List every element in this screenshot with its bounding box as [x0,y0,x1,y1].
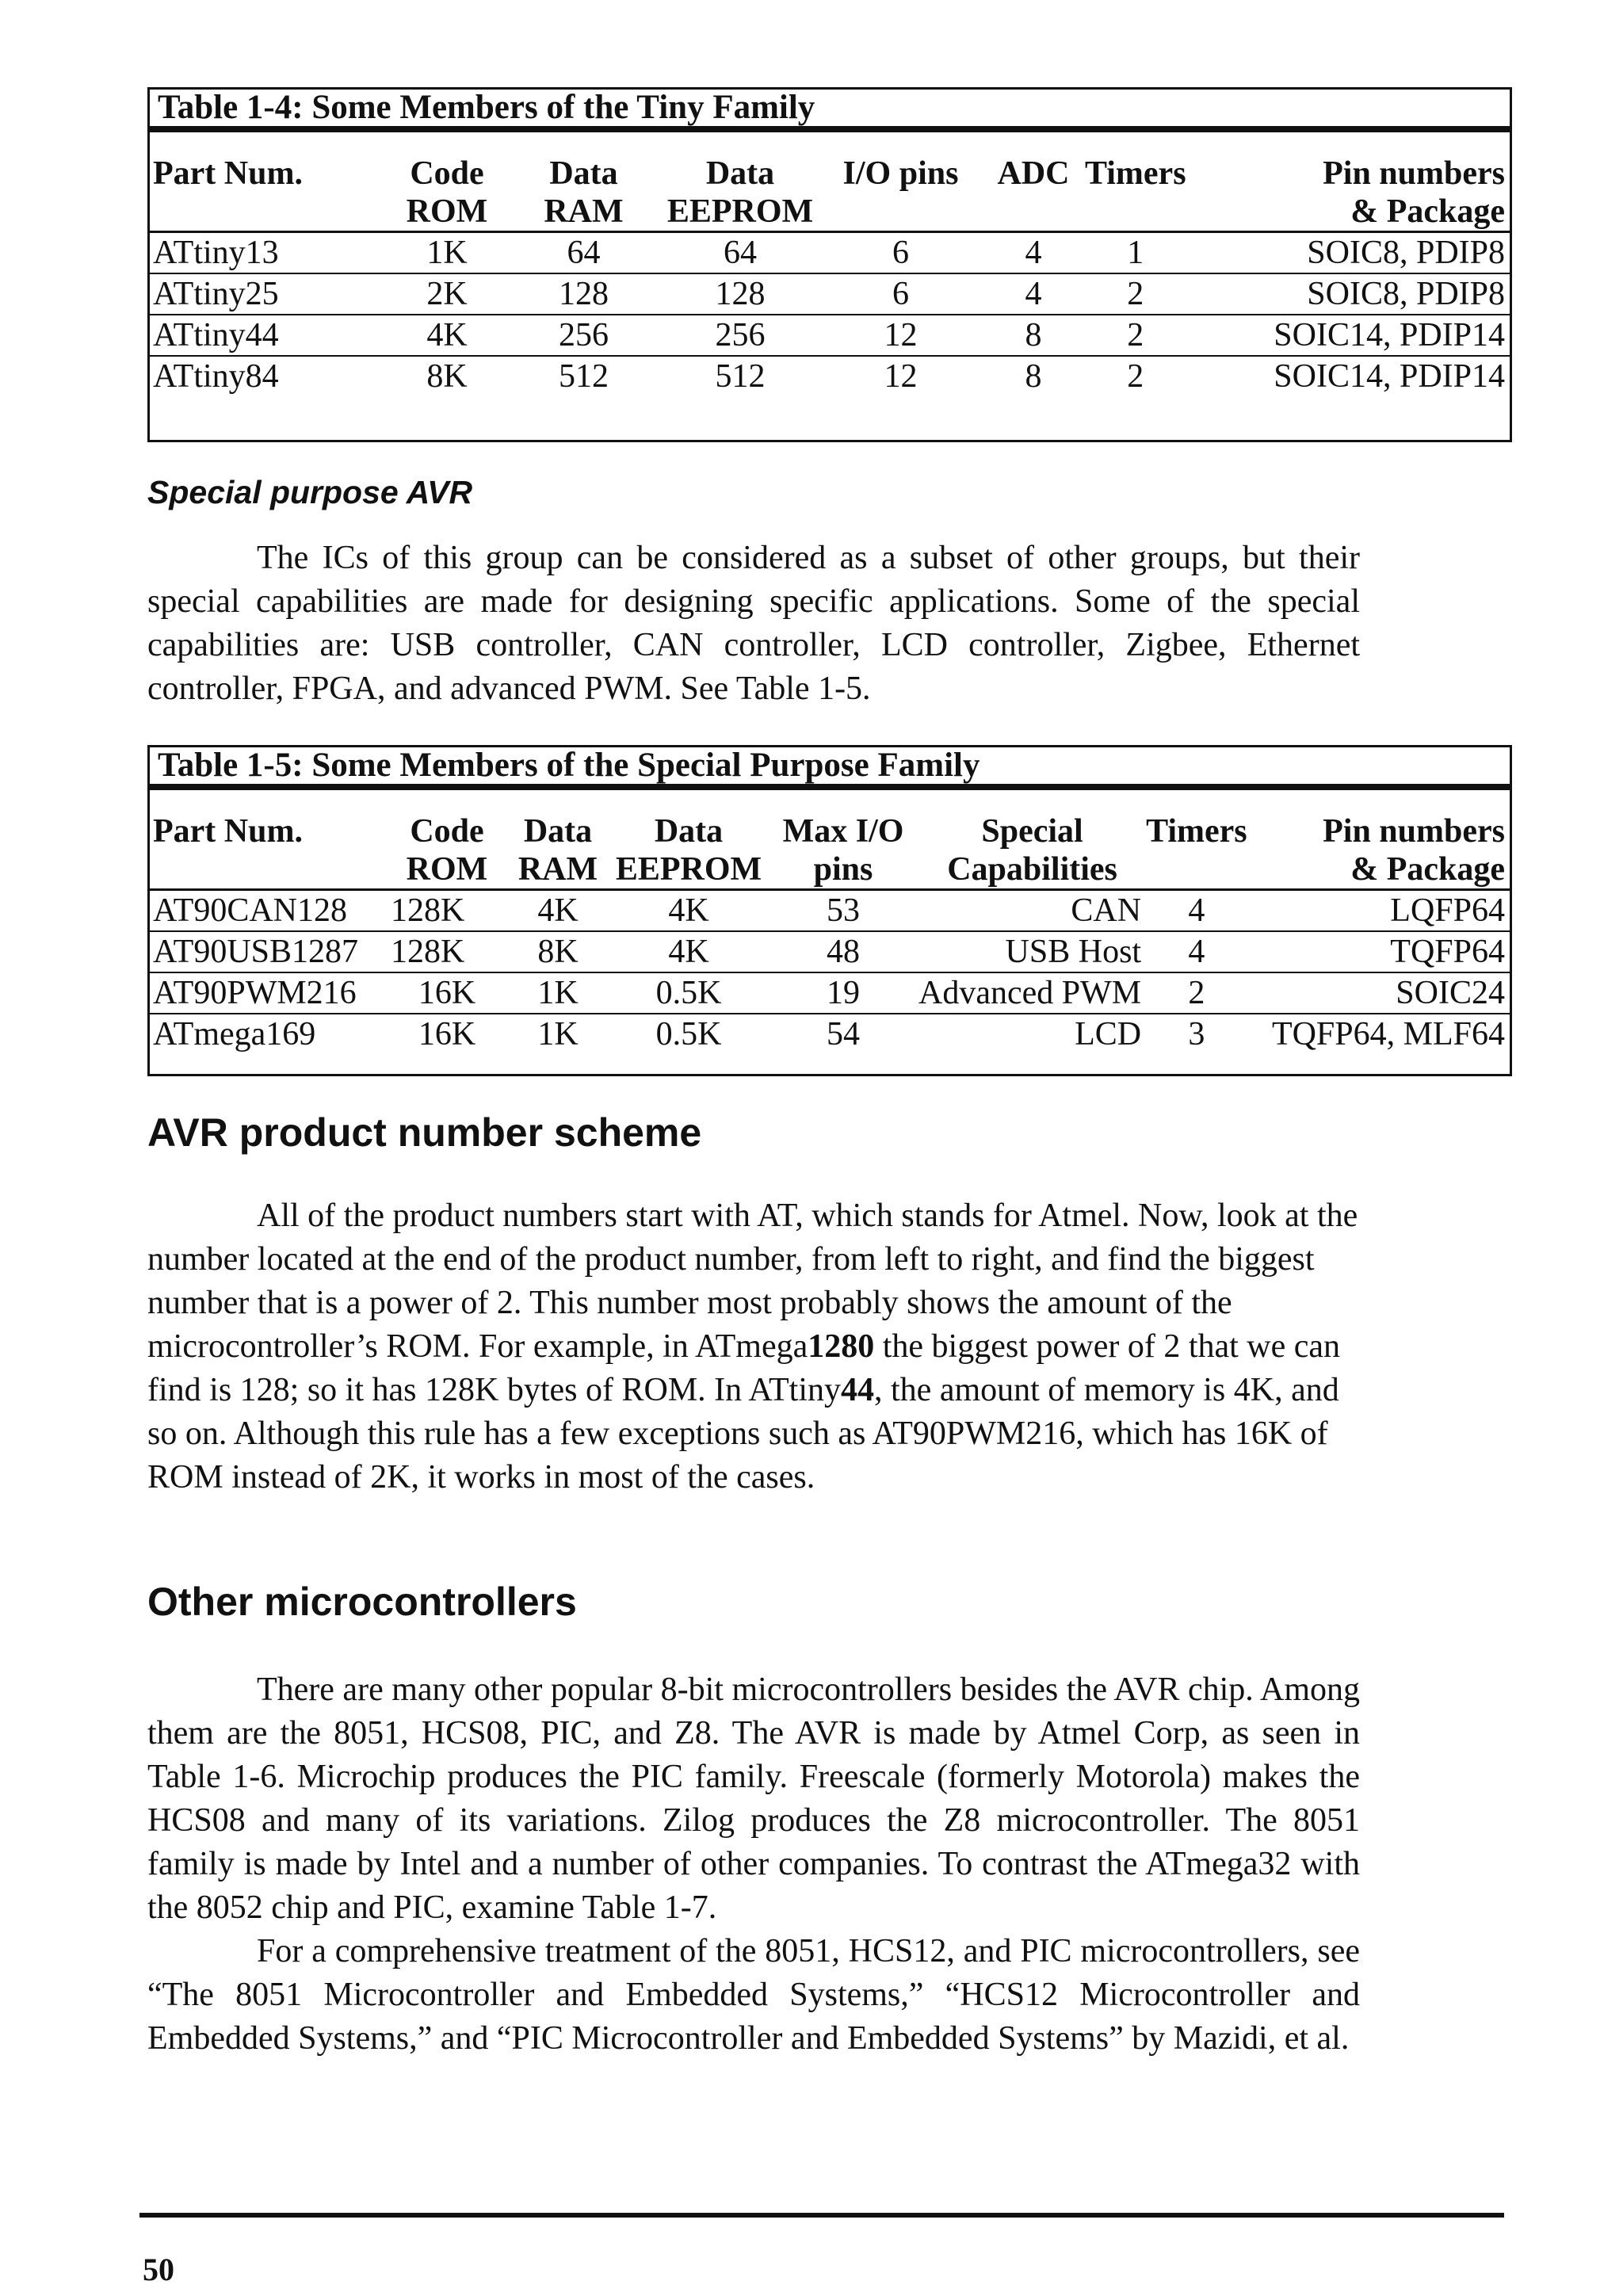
table-row [150,972,1510,1014]
col-header: RAM [506,850,609,890]
col-header: & Package [1186,193,1510,232]
table-cell: AT90USB1287 [150,931,388,972]
table-cell: AT90CAN128 [150,890,388,932]
table-cell: ATtiny25 [150,273,388,315]
table-cell: 128K [388,931,506,972]
table-cell: USB Host [918,931,1146,972]
table-row [150,356,1510,396]
table-cell: SOIC14, PDIP14 [1274,358,1505,395]
col-header: ROM [388,850,506,890]
table-cell: 256 [661,315,819,356]
table-cell: 128 [661,273,819,315]
table-cell: 6 [819,232,982,274]
col-header: Timers [1146,813,1247,850]
avr-scheme-paragraph [147,1194,1360,1499]
table-cell: 4 [982,232,1085,274]
subsection-heading: Special purpose AVR [147,474,473,510]
col-header: Timers [1085,155,1186,192]
tiny-family-table [150,155,1510,396]
table-cell: 1K [537,1016,579,1052]
table-cell: SOIC14, PDIP14 [1186,315,1510,356]
table-cell: 0.5K [655,1016,722,1052]
table-cell: 19 [768,972,918,1014]
table-row [150,931,1510,972]
paragraph-text: There are many other popular 8-bit microcontrollers besides the AVR chip. Among them are the 8051, HCS08, PIC, and Z8. The AVR is made by Atmel Corp, as seen in Table 1-6. Microchip produces the PIC family. Freescale (formerly Motorola) makes the HCS08 and many of its variations. Zilog produces the Z8 microcontroller. The 8051 family is made by Intel and a number of other companies. To contrast the ATmega32 with the 8052 chip and PIC, examine Table 1-7. [147,1671,1360,1926]
col-header: Data [523,813,593,850]
table-cell: TQFP64, MLF64 [1271,1016,1505,1052]
table-cell: 8K [426,358,468,395]
table-cell: 12 [819,315,982,356]
table-cell: SOIC8, PDIP8 [1186,232,1510,274]
col-header: I/O pins [842,155,959,192]
table-row [150,1014,1510,1054]
table-cell: 48 [768,931,918,972]
table-cell: ATtiny44 [150,315,388,356]
col-header: Pin numbers [1323,155,1505,192]
table-cell: SOIC24 [1247,972,1510,1014]
text-run: All of the product numbers start with AT, which stands for Atmel. Now, look at the number located at the end of the product number, from left to right, and find the biggest number that is a power of 2. This number most probably shows the amount of the microcontroller’s ROM. For example, in ATmega [147,1198,1358,1365]
bold-digits: 44 [841,1372,875,1408]
col-header: ADC [997,155,1070,192]
text-run: , the amount of memory is 4K, and so on. Although this rule has a few exceptions such as AT90PWM216, which has 16K of ROM instead of 2K, it works in most of the cases. [147,1372,1339,1496]
table-row [150,890,1510,932]
col-header: RAM [506,193,661,232]
section-heading-other-mcus: Other microcontrollers [147,1580,577,1624]
table-cell: 16K [388,972,506,1014]
table-row [150,273,1510,315]
col-header [819,193,982,232]
col-header: EEPROM [661,193,819,232]
table-cell: 12 [884,358,918,395]
table-caption [150,90,1510,132]
table-cell: LQFP64 [1247,890,1510,932]
table-cell: CAN [918,890,1146,932]
footer-rule [139,2213,1504,2218]
col-header [150,850,388,890]
special-purpose-table [150,812,1510,1054]
col-header: Capabilities [918,850,1146,890]
table-cell: 2 [1085,315,1186,356]
col-header [150,193,388,232]
table-cell: 1 [1085,232,1186,274]
table-cell: AT90PWM216 [150,972,388,1014]
col-header: Part Num. [153,813,303,850]
table-cell: SOIC8, PDIP8 [1186,273,1510,315]
table-cell: 2 [1146,972,1247,1014]
table-cell: 8K [506,931,609,972]
table-cell: 16K [418,1016,476,1052]
table-caption [150,747,1510,790]
col-header: Data [705,155,775,192]
table-cell: ATtiny13 [150,232,388,274]
table-cell: 2 [1085,273,1186,315]
table-cell: 8 [1025,358,1042,395]
table-cell: 4K [609,931,768,972]
section-heading-avr-scheme: AVR product number scheme [147,1110,702,1155]
special-purpose-paragraph [147,537,1360,711]
table-cell: 4 [1146,931,1247,972]
paragraph-text [147,1194,1360,1499]
page-number: 50 [143,2252,174,2287]
table-cell: TQFP64 [1247,931,1510,972]
bold-digits: 1280 [808,1328,875,1365]
paragraph-text: The ICs of this group can be considered as a subset of other groups, but their special capabilities are made for designing specific applications. Some of the special capabilities are: USB controller, CAN controller, LCD controller, Zigbee, Ethernet controller, FPGA, and advanced PWM. See Table 1-5. [147,540,1360,707]
col-header [1146,850,1247,890]
table-cell: 512 [559,358,609,395]
table-cell: 1K [388,232,506,274]
table-cell: 1K [506,972,609,1014]
col-header: pins [768,850,918,890]
table-cell: 128 [506,273,661,315]
table-cell: 64 [661,232,819,274]
table-row [150,232,1510,274]
col-header: EEPROM [609,850,768,890]
col-header: Code [410,155,484,192]
table-special-purpose-family [147,745,1512,1076]
table-cell: 8 [982,315,1085,356]
table-cell: 4 [982,273,1085,315]
table-cell: 6 [819,273,982,315]
paragraph-text: For a comprehensive treatment of the 8051, HCS12, and PIC microcontrollers, see “The 8051 Microcontroller and Embedded Systems,” “HCS12 Microcontroller and Embedded Systems,” and “PIC Microcontroller and Embedded Systems” by Mazidi, et al. [147,1933,1360,2057]
col-header: ROM [388,193,506,232]
col-header [982,193,1085,232]
table-cell: 53 [768,890,918,932]
table-cell: 54 [827,1016,860,1052]
table-cell: 512 [715,358,766,395]
table-cell: LCD [1075,1016,1142,1052]
table-cell: 2 [1127,358,1144,395]
text-run: the biggest power of 2 that we can find is 128; so it has 128K bytes of ROM. In ATtiny [147,1328,1341,1408]
table-cell: ATtiny84 [153,358,279,395]
table-cell: 3 [1188,1016,1205,1052]
col-header: Pin numbers [1323,813,1505,850]
table-cell: 4K [388,315,506,356]
col-header: Data [549,155,618,192]
table-cell: 256 [506,315,661,356]
col-header: Data [654,813,724,850]
col-header: Code [410,813,484,850]
col-header: Special [981,813,1083,850]
table-cell: 128K [388,890,506,932]
col-header: Part Num. [153,155,303,192]
table-cell: 4K [609,890,768,932]
col-header: & Package [1247,850,1510,890]
table-row [150,315,1510,356]
other-mcus-paragraphs [147,1668,1360,2061]
table-cell: 64 [506,232,661,274]
table-caption-text: Table 1-4: Some Members of the Tiny Family [158,89,815,126]
table-cell: Advanced PWM [918,972,1146,1014]
table-cell: ATmega169 [153,1016,316,1052]
table-cell: 4K [506,890,609,932]
table-cell: 2K [388,273,506,315]
col-header: Max I/O [782,813,904,850]
table-caption-text: Table 1-5: Some Members of the Special Purpose Family [158,747,980,784]
table-cell: 0.5K [609,972,768,1014]
table-tiny-family [147,87,1512,442]
col-header [1085,193,1186,232]
table-cell: 4 [1146,890,1247,932]
